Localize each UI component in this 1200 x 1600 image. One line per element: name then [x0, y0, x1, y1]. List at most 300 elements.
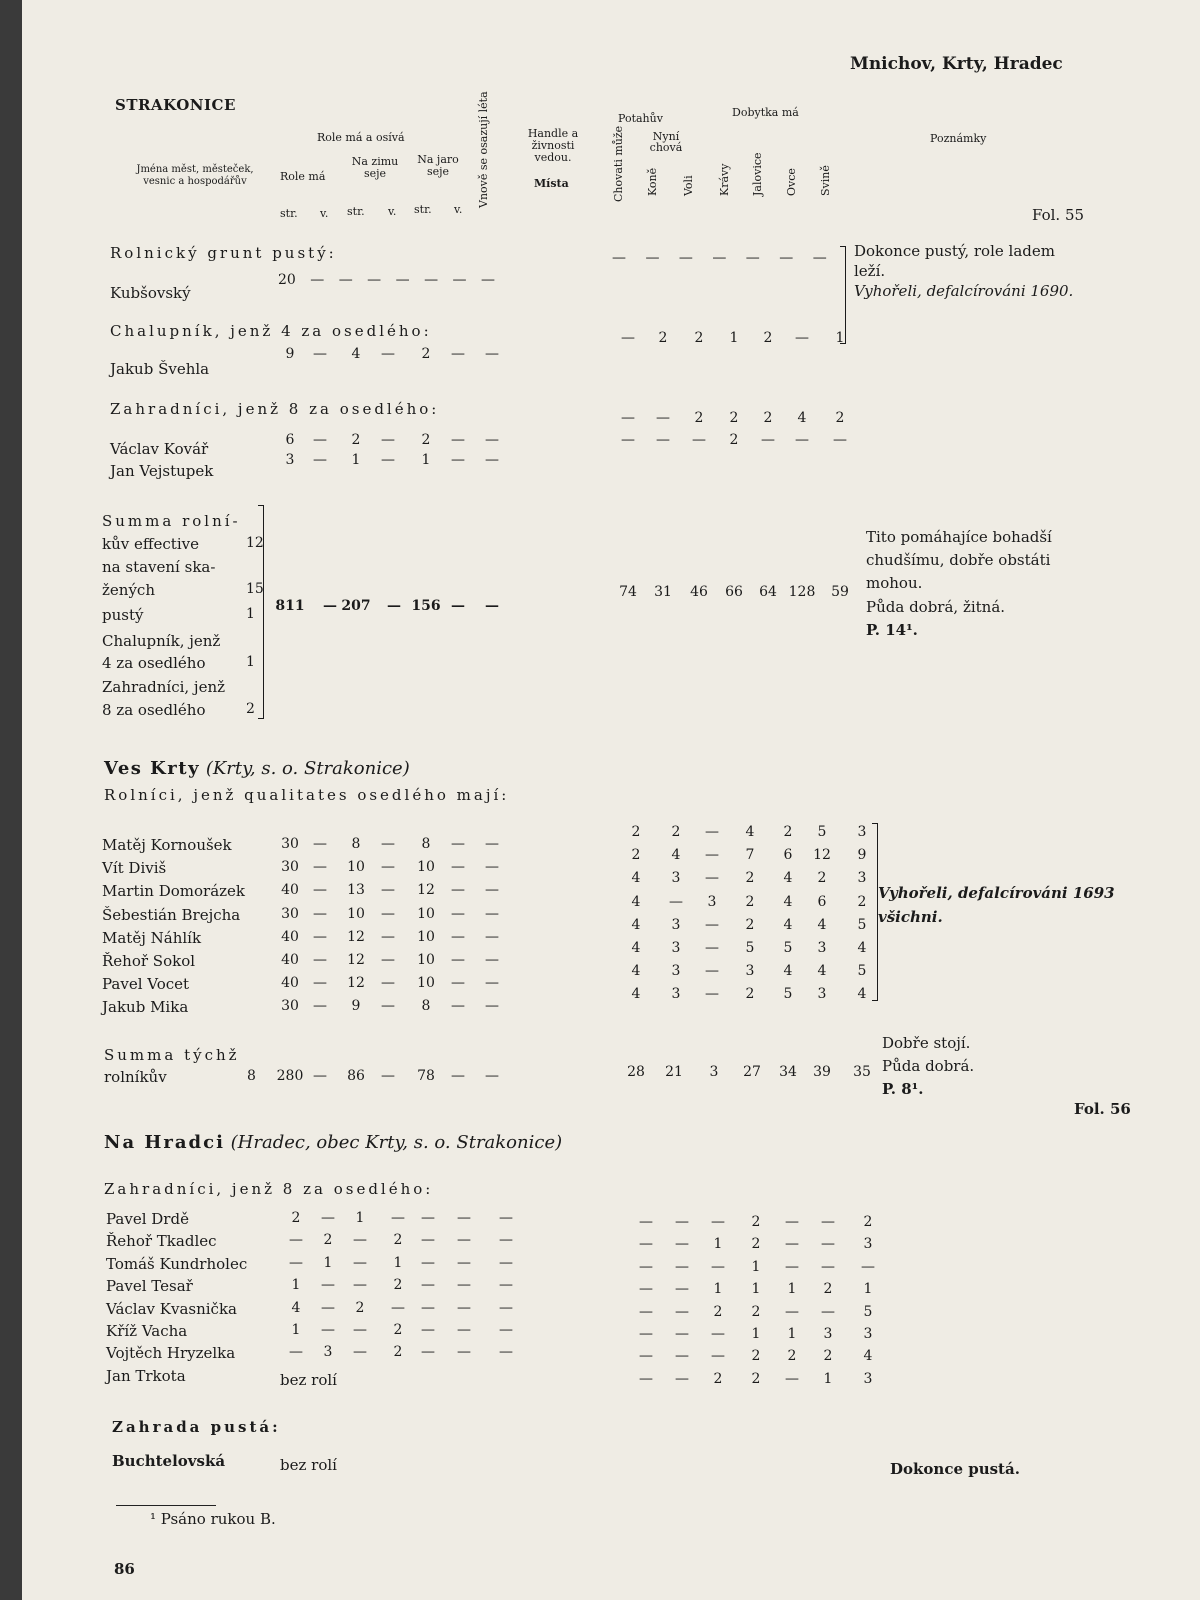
krty-row-3-animal-5: 6 [817, 893, 827, 910]
krty-row-name-3: Šebestián Brejcha [102, 905, 241, 924]
krty-row-2-val-0: 40 [281, 882, 299, 899]
hradec-row-1-val-4: — [421, 1232, 435, 1249]
summa-animal-5: 128 [788, 584, 816, 600]
krty-row-7-val-4: 8 [421, 998, 431, 1015]
krty-row-4-val-0: 40 [281, 928, 299, 945]
hradec-row-2-val-6: — [499, 1254, 513, 1271]
krty-row-name-1: Vít Diviš [102, 859, 167, 878]
hradec-row-1-val-0: — [289, 1232, 303, 1249]
summa-animal-3: 66 [725, 584, 743, 600]
hradec-row-0-animal-1: — [675, 1214, 689, 1230]
hradec-row-5-animal-5: 3 [823, 1326, 833, 1342]
kovar-animal-6: 2 [835, 410, 845, 426]
vejstupek-animal-5: — [795, 432, 809, 448]
svehla-animal-5: — [795, 330, 809, 346]
vejstupek-val-5: — [451, 452, 465, 468]
krty-row-5-val-1: — [313, 952, 327, 968]
heading-ves-krty [104, 758, 410, 779]
hradec-row-1-animal-2: 1 [713, 1236, 723, 1253]
krty-row-7-animal-5: 3 [817, 986, 827, 1003]
krty-row-6-val-4: 10 [417, 975, 435, 992]
hradec-row-1-val-5: — [457, 1232, 471, 1249]
heading-zahradnici: Zahradníci, jenž 8 za osedlého: [110, 400, 440, 418]
krty-row-1-val-0: 30 [281, 859, 299, 876]
hradec-row-3-val-3: 2 [393, 1277, 403, 1294]
hradec-row-2-animal-4: — [785, 1258, 799, 1275]
krty-summa-animal-4: 34 [779, 1064, 797, 1080]
hradec-row-name-1: Řehoř Tkadlec [106, 1232, 217, 1251]
summa-label-4: pustý [102, 606, 144, 624]
hradec-row-4-animal-0: — [639, 1303, 653, 1320]
hradec-row-4-val-6: — [499, 1299, 513, 1316]
krty-row-0-animal-6: 3 [857, 824, 867, 840]
hradec-row-4-val-4: — [421, 1299, 435, 1316]
hradec-row-5-animal-6: 3 [863, 1326, 873, 1342]
krty-row-1-animal-6: 9 [857, 847, 867, 864]
heading-zahrada-pusta: Zahrada pustá: [112, 1418, 281, 1436]
krty-row-0-animal-1: 2 [671, 824, 681, 840]
krty-row-7-val-1: — [313, 998, 327, 1015]
summa-val-0: 811 [275, 598, 305, 614]
summa-count-8: 2 [246, 701, 255, 717]
krty-summa-val-3: — [381, 1068, 395, 1084]
krty-row-4-animal-4: 4 [783, 916, 793, 933]
krty-row-5-val-5: — [451, 952, 465, 968]
summa-label-7: Zahradníci, jenž [102, 678, 226, 696]
krty-row-3-val-6: — [485, 905, 499, 922]
kovar-animal-2: 2 [694, 410, 704, 426]
krty-row-3-animal-0: 4 [631, 893, 641, 910]
krty-row-5-animal-1: 3 [671, 940, 681, 956]
hradec-row-0-val-6: — [499, 1210, 513, 1226]
krty-row-3-animal-6: 2 [857, 893, 867, 910]
summa-val-6: — [485, 598, 499, 614]
kovar-animal-0: — [621, 410, 635, 426]
krty-note2-line-2: P. 8¹. [882, 1080, 924, 1098]
vejstupek-animal-2: — [692, 432, 706, 448]
krty-row-1-val-2: 10 [347, 859, 365, 876]
krty-row-1-animal-2: — [705, 847, 719, 864]
kovar-val-5: — [451, 432, 465, 448]
vejstupek-animal-1: — [656, 432, 670, 448]
krty-row-2-val-3: — [381, 882, 395, 899]
summa-tychz-b: rolníkův [104, 1068, 167, 1086]
krty-summa-val-6: — [485, 1068, 499, 1084]
krty-row-name-6: Pavel Vocet [102, 975, 190, 994]
vejstupek-animal-4: — [761, 432, 775, 448]
krty-row-1-animal-0: 2 [631, 847, 641, 864]
krty-summa-val-5: — [451, 1068, 465, 1084]
svehla-val-3: — [381, 346, 395, 362]
krty-row-1-val-6: — [485, 859, 499, 876]
krty-summa-animal-0: 28 [627, 1064, 645, 1080]
heading-na-hradci-b: (Hradec, obec Krty, s. o. Strakonice) [230, 1132, 563, 1153]
krty-row-6-val-0: 40 [281, 975, 299, 992]
svehla-animal-0: — [621, 330, 635, 346]
svehla-val-1: — [313, 346, 327, 362]
krty-row-7-animal-3: 2 [745, 986, 755, 1003]
heading-ves-krty-a: Ves Krty [104, 758, 201, 779]
hradec-row-3-val-0: 1 [291, 1277, 301, 1294]
svehla-val-0: 9 [285, 346, 295, 362]
kovar-val-3: — [381, 432, 395, 448]
krty-row-2-animal-6: 3 [857, 870, 867, 887]
svehla-animal-6: 1 [835, 330, 845, 346]
note-vyhoreli-1693: Vyhořeli, defalcírováni 1693 [878, 884, 1115, 902]
krty-row-4-val-4: 10 [417, 928, 435, 945]
kovar-val-4: 2 [421, 432, 431, 448]
note2-line-2: mohou. [866, 574, 923, 592]
krty-row-6-animal-3: 3 [745, 963, 755, 980]
krty-row-3-val-5: — [451, 905, 465, 922]
krty-row-3-val-3: — [381, 905, 395, 922]
krty-row-0-animal-2: — [705, 824, 719, 840]
hradec-row-7-animal-6: 3 [863, 1370, 873, 1387]
krty-row-0-val-6: — [485, 836, 499, 852]
krty-row-2-animal-4: 4 [783, 870, 793, 887]
col-ovce: Ovce [785, 168, 798, 196]
col-svine: Svině [819, 165, 832, 196]
hradec-row-name-6: Vojtěch Hryzelka [106, 1344, 236, 1363]
krty-summa-animal-1: 21 [665, 1064, 683, 1080]
krty-row-5-val-4: 10 [417, 952, 435, 968]
krty-row-4-val-2: 12 [347, 928, 365, 945]
unit-v-3: v. [454, 203, 463, 216]
summa-count-1: 12 [246, 535, 264, 551]
krty-row-5-val-2: 12 [347, 952, 365, 968]
hradec-row-3-animal-1: — [675, 1281, 689, 1298]
krty-row-2-val-2: 13 [347, 882, 365, 899]
krty-row-3-val-4: 10 [417, 905, 435, 922]
hradec-row-name-7: Jan Trkota [106, 1366, 186, 1385]
row-value-buchtelovska: bez rolí [280, 1456, 337, 1474]
summa-val-3: — [387, 598, 401, 614]
col-jaro: Na jaro seje [417, 153, 459, 178]
summa-val-5: — [451, 598, 465, 614]
krty-row-7-animal-1: 3 [671, 986, 681, 1003]
hradec-row-3-val-1: — [321, 1277, 335, 1294]
summa-animal-4: 64 [759, 584, 777, 600]
krty-row-2-animal-3: 2 [745, 870, 755, 887]
hradec-row-1-animal-1: — [675, 1236, 689, 1253]
krty-row-0-val-4: 8 [421, 836, 431, 852]
krty-row-3-val-2: 10 [347, 905, 365, 922]
hradec-row-3-animal-4: 1 [787, 1281, 797, 1298]
krty-row-1-animal-5: 12 [813, 847, 831, 864]
section-title: STRAKONICE [115, 96, 236, 114]
summa-tychz-a: Summa týchž [104, 1046, 240, 1064]
krty-row-6-val-2: 12 [347, 975, 365, 992]
col-dobytka: Dobytka má [732, 106, 799, 119]
krty-summa-val-2: 86 [347, 1068, 365, 1084]
kovar-val-0: 6 [285, 432, 295, 448]
krty-row-6-animal-6: 5 [857, 963, 867, 980]
summa-label-6: 4 za osedlého [102, 654, 206, 672]
krty-row-7-val-5: — [451, 998, 465, 1015]
col-zimu: Na zimu seje [351, 155, 399, 180]
hradec-row-7-animal-1: — [675, 1370, 689, 1387]
krty-row-7-val-3: — [381, 998, 395, 1015]
hradec-row-5-val-3: 2 [393, 1322, 403, 1338]
svehla-animal-2: 2 [694, 330, 704, 346]
note-vyhoreli-1690: Vyhořeli, defalcírováni 1690. [854, 282, 1074, 300]
note-vsichni: všichni. [878, 908, 943, 926]
hradec-row-6-val-2: — [353, 1344, 367, 1361]
krty-row-6-animal-5: 4 [817, 963, 827, 980]
krty-row-4-animal-3: 2 [745, 916, 755, 933]
hradec-row-2-animal-6: — [861, 1258, 875, 1275]
krty-summa-val-1: — [313, 1068, 327, 1084]
footnote-rule [116, 1505, 216, 1506]
hradec-row-6-animal-2: — [711, 1348, 725, 1365]
hradec-row-0-animal-0: — [639, 1214, 653, 1230]
hradec-row-7-animal-3: 2 [751, 1370, 761, 1387]
summa-animal-0: 74 [619, 584, 637, 600]
summa-count-4: 1 [246, 606, 255, 622]
unit-v-2: v. [388, 205, 397, 218]
hradec-row-5-val-2: — [353, 1322, 367, 1338]
col-potahuv: Potahův [618, 112, 663, 125]
hradec-row-4-animal-5: — [821, 1303, 835, 1320]
krty-row-1-animal-4: 6 [783, 847, 793, 864]
col-voli: Voli [682, 175, 695, 196]
hradec-row-6-animal-4: 2 [787, 1348, 797, 1365]
heading-ves-krty-b: (Krty, s. o. Strakonice) [205, 758, 410, 779]
col-jalovice: Jalovice [751, 152, 764, 196]
summa-animal-6: 59 [831, 584, 849, 600]
krty-row-2-animal-2: — [705, 870, 719, 887]
krty-row-1-val-4: 10 [417, 859, 435, 876]
hradec-row-4-val-0: 4 [291, 1299, 301, 1316]
hradec-row-1-animal-3: 2 [751, 1236, 761, 1253]
svehla-val-2: 4 [351, 346, 361, 362]
hradec-row-7-animal-5: 1 [823, 1370, 833, 1387]
krty-summa-animal-6: 35 [853, 1064, 871, 1080]
krty-row-7-animal-6: 4 [857, 986, 867, 1003]
row-name-buchtelovska: Buchtelovská [112, 1452, 226, 1470]
hradec-row-0-animal-2: — [711, 1214, 725, 1230]
krty-row-name-0: Matěj Kornoušek [102, 836, 232, 854]
summa-val-4: 156 [411, 598, 441, 614]
row-name-kubsovsky: Kubšovský [110, 284, 191, 302]
hradec-row-3-val-6: — [499, 1277, 513, 1294]
kovar-animal-3: 2 [729, 410, 739, 426]
krty-row-7-animal-0: 4 [631, 986, 641, 1003]
hradec-row-2-animal-3: 1 [751, 1258, 761, 1275]
row-values-kubsovsky: 20 — — — — — — — [278, 272, 495, 288]
hradec-row-5-animal-3: 1 [751, 1326, 761, 1342]
kovar-animal-4: 2 [763, 410, 773, 426]
col-handle: Handle a živnosti vedou. [527, 127, 579, 164]
summa-label-8: 8 za osedlého [102, 701, 206, 719]
hradec-row-1-animal-4: — [785, 1236, 799, 1253]
krty-summa-val-0: 280 [276, 1068, 304, 1084]
folio-56: Fol. 56 [1074, 1100, 1131, 1118]
krty-row-0-val-0: 30 [281, 836, 299, 852]
summa-label-0: Summa rolní- [102, 512, 241, 530]
svehla-animal-4: 2 [763, 330, 773, 346]
krty-row-5-val-0: 40 [281, 952, 299, 968]
row-name-vejstupek: Jan Vejstupek [110, 462, 214, 480]
krty-row-0-animal-3: 4 [745, 824, 755, 840]
krty-row-6-animal-4: 4 [783, 963, 793, 980]
hradec-row-6-val-4: — [421, 1344, 435, 1361]
krty-row-6-val-6: — [485, 975, 499, 992]
note-dokonce-pusty: Dokonce pustý, role ladem [854, 242, 1055, 260]
krty-row-5-animal-2: — [705, 940, 719, 956]
krty-row-4-animal-6: 5 [857, 916, 867, 933]
krty-row-1-val-3: — [381, 859, 395, 876]
hradec-row-1-animal-5: — [821, 1236, 835, 1253]
hradec-row-2-val-1: 1 [323, 1254, 333, 1271]
krty-row-2-animal-1: 3 [671, 870, 681, 887]
krty-row-3-val-1: — [313, 905, 327, 922]
svehla-val-4: 2 [421, 346, 431, 362]
krty-row-2-val-4: 12 [417, 882, 435, 899]
heading-rolnici-qualitates: Rolníci, jenž qualitates osedlého mají: [104, 786, 510, 804]
hradec-row-0-val-3: — [391, 1210, 405, 1226]
vejstupek-val-0: 3 [285, 452, 295, 468]
svehla-val-5: — [451, 346, 465, 362]
krty-row-1-animal-1: 4 [671, 847, 681, 864]
krty-row-name-5: Řehoř Sokol [102, 952, 196, 970]
krty-row-4-val-5: — [451, 928, 465, 945]
vejstupek-val-1: — [313, 452, 327, 468]
krty-summa-val-4: 78 [417, 1068, 435, 1084]
svehla-animal-3: 1 [729, 330, 739, 346]
heading-rolnicky-grunt: Rolnický grunt pustý: [110, 244, 337, 262]
svehla-animal-1: 2 [658, 330, 668, 346]
krty-row-3-val-0: 30 [281, 905, 299, 922]
col-role-group: Role má a osívá [317, 131, 405, 144]
note2-line-0: Tito pomáhajíce bohadší [866, 528, 1052, 546]
hradec-row-7-val-0: bez rolí [280, 1370, 337, 1389]
hradec-row-4-animal-3: 2 [751, 1303, 761, 1320]
hradec-row-0-animal-6: 2 [863, 1214, 873, 1230]
vejstupek-animal-3: 2 [729, 432, 739, 448]
row-name-svehla: Jakub Švehla [110, 360, 210, 378]
hradec-row-2-animal-5: — [821, 1258, 835, 1275]
hradec-row-5-val-5: — [457, 1322, 471, 1338]
hradec-row-1-val-1: 2 [323, 1232, 333, 1249]
footnote: ¹ Psáno rukou B. [150, 1510, 276, 1528]
hradec-row-3-val-5: — [457, 1277, 471, 1294]
hradec-row-name-0: Pavel Drdě [106, 1210, 189, 1228]
krty-row-4-val-1: — [313, 928, 327, 945]
vejstupek-val-4: 1 [421, 452, 431, 468]
col-nyni: Nyní chová [649, 130, 683, 154]
hradec-row-7-animal-2: 2 [713, 1370, 723, 1387]
krty-row-1-val-1: — [313, 859, 327, 876]
summa-val-2: 207 [341, 598, 371, 614]
col-names: Jména měst, městeček, vesnic a hospodářův [136, 164, 254, 187]
krty-row-0-val-1: — [313, 836, 327, 852]
krty-row-0-animal-4: 2 [783, 824, 793, 840]
krty-row-6-val-3: — [381, 975, 395, 992]
hradec-row-3-animal-2: 1 [713, 1281, 723, 1298]
krty-row-1-val-5: — [451, 859, 465, 876]
hradec-row-1-animal-6: 3 [863, 1236, 873, 1253]
krty-row-5-animal-6: 4 [857, 940, 867, 956]
krty-row-7-val-2: 9 [351, 998, 361, 1015]
hradec-row-5-animal-2: — [711, 1326, 725, 1342]
summa-animal-1: 31 [654, 584, 672, 600]
krty-row-5-val-3: — [381, 952, 395, 968]
hradec-row-5-animal-1: — [675, 1326, 689, 1342]
hradec-row-0-animal-3: 2 [751, 1214, 761, 1230]
kovar-animal-5: 4 [797, 410, 807, 426]
summa-bracket [258, 505, 264, 719]
hradec-row-6-animal-1: — [675, 1348, 689, 1365]
krty-row-5-animal-0: 4 [631, 940, 641, 956]
krty-row-4-val-6: — [485, 928, 499, 945]
vejstupek-animal-6: — [833, 432, 847, 448]
krty-row-5-animal-4: 5 [783, 940, 793, 956]
unit-str-3: str. [414, 203, 432, 216]
krty-row-7-animal-4: 5 [783, 986, 793, 1003]
hradec-row-7-animal-0: — [639, 1370, 653, 1387]
krty-summa-animal-2: 3 [709, 1064, 719, 1080]
hradec-row-5-val-0: 1 [291, 1322, 301, 1338]
hradec-row-name-5: Kříž Vacha [106, 1322, 188, 1340]
krty-row-5-animal-3: 5 [745, 940, 755, 956]
hradec-row-2-val-0: — [289, 1254, 303, 1271]
heading-hradec-zahradnici: Zahradníci, jenž 8 za osedlého: [104, 1180, 434, 1198]
hradec-row-6-val-0: — [289, 1344, 303, 1361]
hradec-row-2-val-4: — [421, 1254, 435, 1271]
hradec-row-6-animal-6: 4 [863, 1348, 873, 1365]
hradec-row-3-animal-0: — [639, 1281, 653, 1298]
row-animals-kubsovsky: — — — — — — — [612, 250, 827, 266]
krty-row-5-animal-5: 3 [817, 940, 827, 956]
summa-label-5: Chalupník, jenž [102, 632, 221, 650]
krty-summa-animal-5: 39 [813, 1064, 831, 1080]
summa-val-1: — [323, 598, 337, 614]
unit-str-2: str. [347, 205, 365, 218]
hradec-row-0-val-4: — [421, 1210, 435, 1226]
col-role: Role má [280, 170, 326, 183]
hradec-row-4-animal-2: 2 [713, 1303, 723, 1320]
krty-row-0-val-5: — [451, 836, 465, 852]
krty-note2-line-1: Půda dobrá. [882, 1057, 975, 1075]
hradec-row-1-val-3: 2 [393, 1232, 403, 1249]
hradec-row-4-animal-6: 5 [863, 1303, 873, 1320]
hradec-row-5-val-4: — [421, 1322, 435, 1338]
heading-na-hradci-a: Na Hradci [104, 1132, 225, 1153]
krty-row-6-animal-2: — [705, 963, 719, 980]
note-lezi: leží. [854, 262, 886, 280]
krty-row-5-val-6: — [485, 952, 499, 968]
hradec-row-0-val-2: 1 [355, 1210, 365, 1226]
hradec-row-0-animal-5: — [821, 1214, 835, 1230]
note-dokonce-pusta: Dokonce pustá. [890, 1460, 1020, 1478]
heading-na-hradci [104, 1132, 562, 1153]
hradec-row-3-animal-5: 2 [823, 1281, 833, 1298]
krty-row-name-4: Matěj Náhlík [102, 928, 202, 947]
hradec-row-name-4: Václav Kvasnička [106, 1299, 237, 1318]
krty-row-3-animal-2: 3 [707, 893, 717, 910]
hradec-row-6-val-3: 2 [393, 1344, 403, 1361]
col-chovati: Chovati může [612, 125, 625, 202]
hradec-row-2-val-5: — [457, 1254, 471, 1271]
hradec-row-2-animal-0: — [639, 1258, 653, 1275]
hradec-row-6-val-6: — [499, 1344, 513, 1361]
hradec-row-0-animal-4: — [785, 1214, 799, 1230]
hradec-row-3-animal-6: 1 [863, 1281, 873, 1298]
krty-row-7-val-0: 30 [281, 998, 299, 1015]
hradec-row-6-animal-5: 2 [823, 1348, 833, 1365]
hradec-row-3-val-2: — [353, 1277, 367, 1294]
